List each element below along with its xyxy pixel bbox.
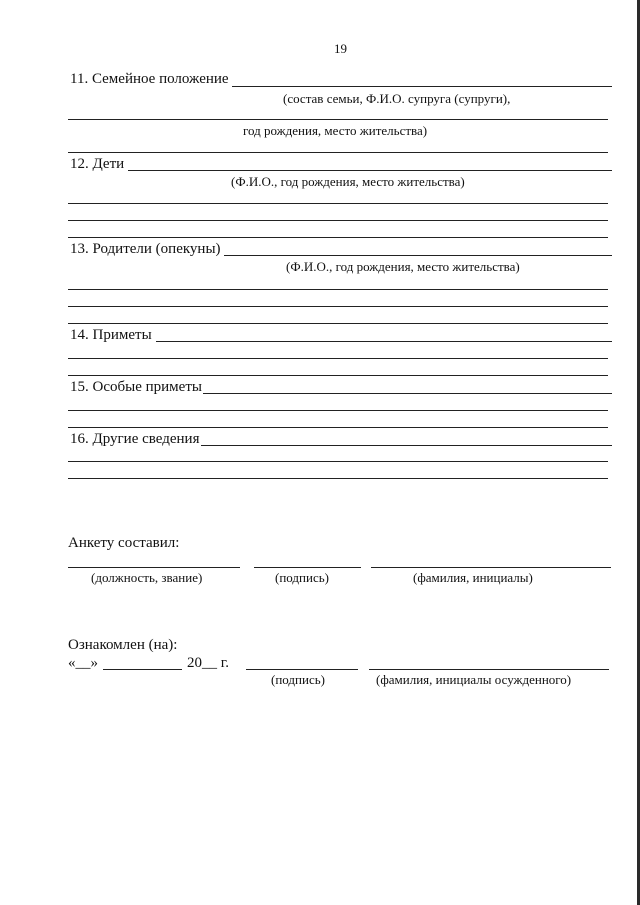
- compiled-by-signature-line[interactable]: [254, 567, 361, 568]
- acknowledged-date-day: «__»: [68, 655, 98, 671]
- section-15-field-line[interactable]: [203, 393, 612, 394]
- acknowledged-date-month-line[interactable]: [103, 669, 182, 670]
- section-11-field-line-2[interactable]: [68, 119, 608, 120]
- acknowledged-name-caption: (фамилия, инициалы осужденного): [376, 672, 572, 687]
- section-13-field-line[interactable]: [224, 255, 612, 256]
- section-13-label: 13. Родители (опекуны): [70, 241, 221, 257]
- section-11-caption-2: год рождения, место жительства): [243, 123, 428, 138]
- section-15-label: 15. Особые приметы: [70, 379, 202, 395]
- section-14-field-line[interactable]: [156, 341, 612, 342]
- page-number: 19: [334, 41, 347, 56]
- section-13-caption: (Ф.И.О., год рождения, место жительства): [286, 259, 520, 274]
- section-16-field-line-3[interactable]: [68, 478, 608, 479]
- section-12-field-line-4[interactable]: [68, 237, 608, 238]
- compiled-by-signature-caption: (подпись): [275, 570, 329, 585]
- compiled-by-label: Анкету составил:: [68, 535, 180, 551]
- section-11-field-line-3[interactable]: [68, 152, 608, 153]
- section-11-caption-1: (состав семьи, Ф.И.О. супруга (супруги),: [283, 91, 511, 106]
- acknowledged-date-year: 20__ г.: [187, 655, 229, 671]
- compiled-by-name-caption: (фамилия, инициалы): [413, 570, 533, 585]
- compiled-by-position-line[interactable]: [68, 567, 240, 568]
- section-13-field-line-4[interactable]: [68, 323, 608, 324]
- section-16-field-line[interactable]: [201, 445, 612, 446]
- acknowledged-signature-line[interactable]: [246, 669, 358, 670]
- section-12-caption: (Ф.И.О., год рождения, место жительства): [231, 174, 465, 189]
- section-12-field-line[interactable]: [128, 170, 612, 171]
- section-11-field-line[interactable]: [232, 86, 612, 87]
- section-14-label: 14. Приметы: [70, 327, 152, 343]
- section-16-label: 16. Другие сведения: [70, 431, 200, 447]
- section-14-field-line-2[interactable]: [68, 358, 608, 359]
- section-12-label: 12. Дети: [70, 156, 125, 172]
- section-13-field-line-3[interactable]: [68, 306, 608, 307]
- section-14-field-line-3[interactable]: [68, 375, 608, 376]
- section-16-field-line-2[interactable]: [68, 461, 608, 462]
- compiled-by-name-line[interactable]: [371, 567, 611, 568]
- acknowledged-label: Ознакомлен (на):: [68, 637, 178, 653]
- section-15-field-line-3[interactable]: [68, 427, 608, 428]
- acknowledged-name-line[interactable]: [369, 669, 609, 670]
- compiled-by-position-caption: (должность, звание): [91, 570, 203, 585]
- section-13-field-line-2[interactable]: [68, 289, 608, 290]
- section-15-field-line-2[interactable]: [68, 410, 608, 411]
- acknowledged-signature-caption: (подпись): [271, 672, 325, 687]
- section-11-label: 11. Семейное положение: [70, 71, 229, 87]
- section-12-field-line-2[interactable]: [68, 203, 608, 204]
- section-12-field-line-3[interactable]: [68, 220, 608, 221]
